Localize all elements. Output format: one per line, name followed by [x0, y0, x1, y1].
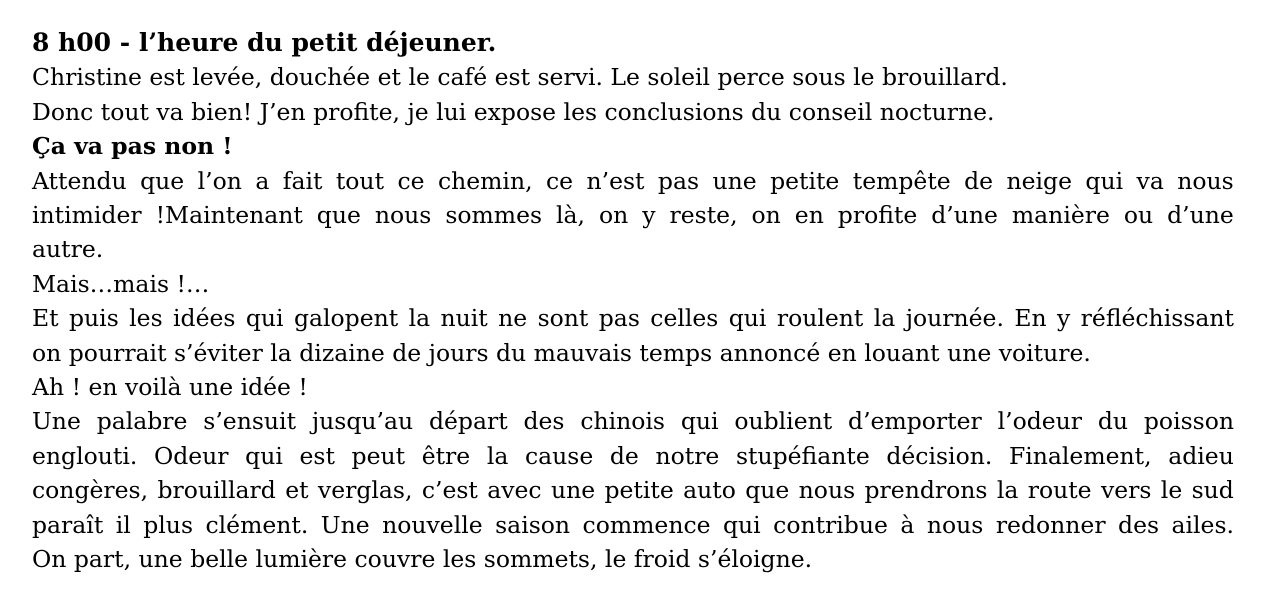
paragraph-2-line-3: autre. — [32, 235, 104, 264]
paragraph-2-line-1: Attendu que l’on a fait tout ce chemin, ce n’est pas une petite tempête de neige qui va nous — [32, 166, 1234, 195]
paragraph-4-line-5: On part, une belle lumière couvre les sommets, le froid s’éloigne. — [32, 545, 813, 574]
paragraph-1-line-1: Christine est levée, douchée et le café est servi. Le soleil perce sous le brouillard. — [32, 63, 1008, 92]
section-heading: 8 h00 - l’heure du petit déjeuner. — [32, 28, 497, 57]
paragraph-1-line-2: Donc tout va bien! J’en profite, je lui expose les conclusions du conseil nocturne. — [32, 97, 995, 126]
paragraph-3-line-1: Et puis les idées qui galopent la nuit ne sont pas celles qui roulent la journée. En y réfléchissant — [32, 304, 1234, 333]
paragraph-3-line-2: on pourrait s’éviter la dizaine de jours du mauvais temps annoncé en louant une voiture. — [32, 338, 1091, 367]
paragraph-4-line-2: englouti. Odeur qui est peut être la cause de notre stupéfiante décision. Finalement, adieu — [32, 441, 1234, 470]
paragraph-4-line-4: paraît il plus clément. Une nouvelle saison commence qui contribue à nous redonner des ailes. — [32, 510, 1234, 539]
interjection-line: Mais…mais !… — [32, 269, 210, 298]
paragraph-2-line-2: intimider !Maintenant que nous sommes là, on y reste, on en profite d’une manière ou d’une — [32, 201, 1234, 230]
paragraph-4-line-1: Une palabre s’ensuit jusqu’au départ des chinois qui oublient d’emporter l’odeur du poisson — [32, 407, 1234, 436]
exclamation-line: Ça va pas non ! — [32, 132, 233, 161]
idea-line: Ah ! en voilà une idée ! — [32, 373, 308, 402]
paragraph-4-line-3: congères, brouillard et verglas, c’est avec une petite auto que nous prendrons la route vers le sud — [32, 476, 1234, 505]
